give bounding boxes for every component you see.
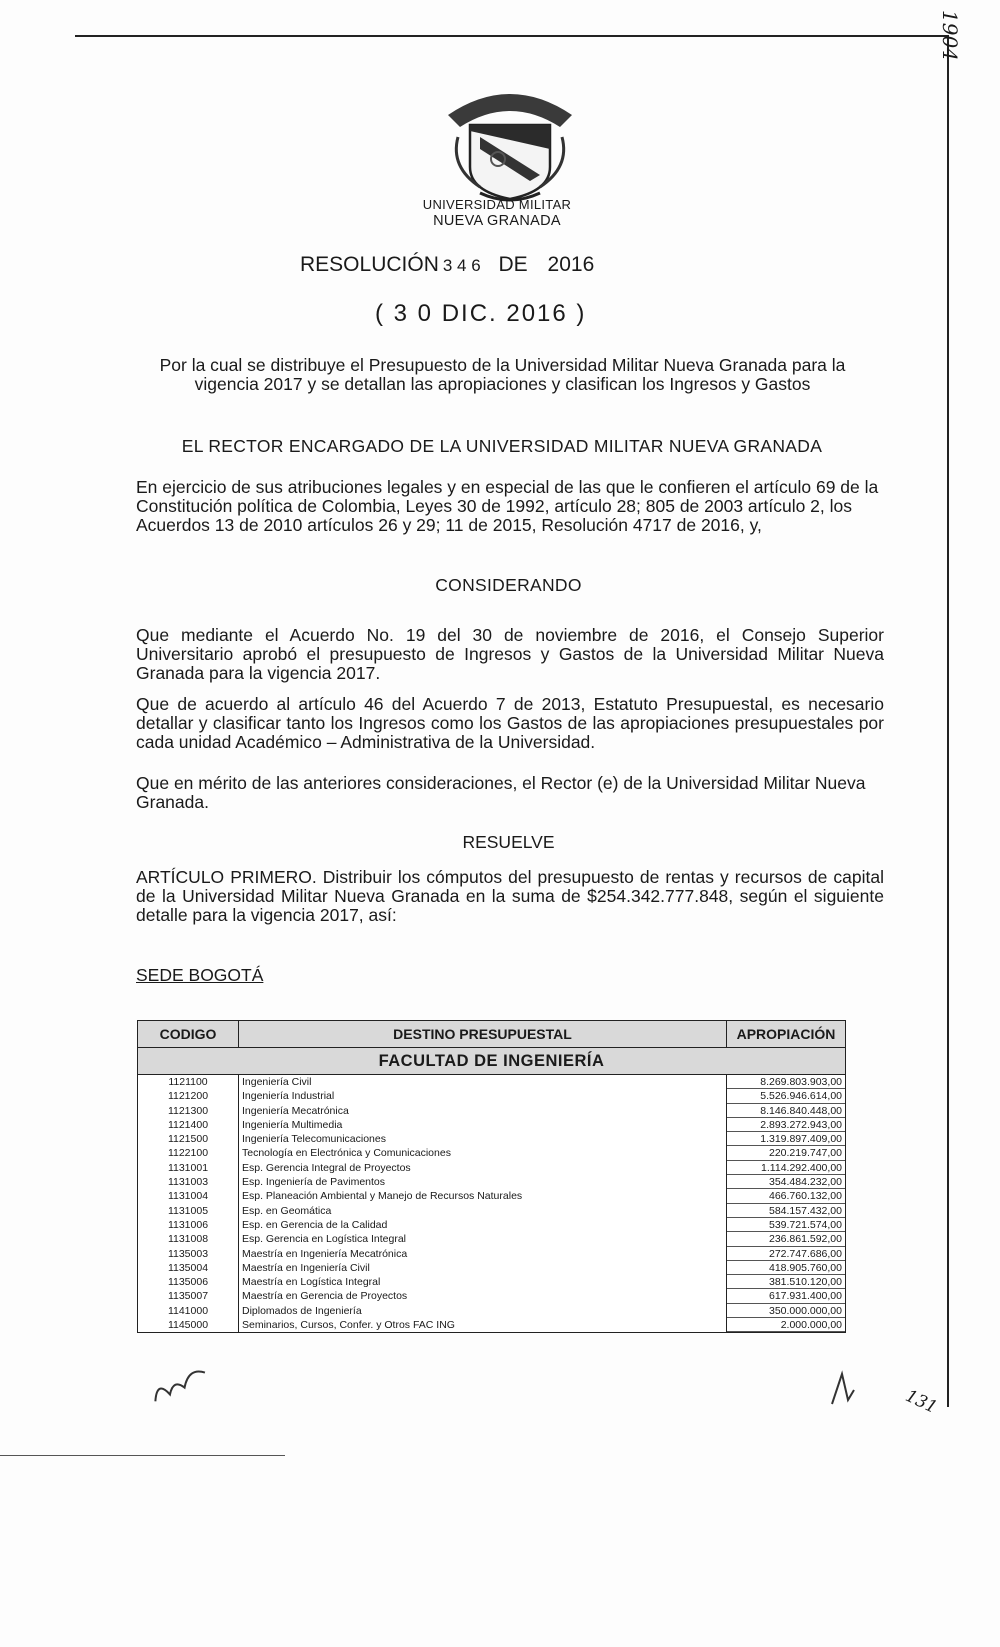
table-row (138, 1175, 845, 1189)
cell-code: 1131004 (138, 1189, 239, 1203)
table-row (138, 1218, 845, 1232)
table-row (138, 1304, 845, 1318)
powers-paragraph: En ejercicio de sus atribuciones legales y en especial de las que le confieren el artículo 69 de la Constitución política de Colombia, Leyes 30 de 1992, artículo 28; 805 de 2003 artículo 2, los Acuerdos 13 de 2010 artículos 26 y 29; 11 de 2015, Resolución 4717 de 2016, y, (136, 477, 879, 535)
cell-code: 1122100 (138, 1146, 239, 1160)
table-row (138, 1247, 845, 1261)
resolution-year: 2016 (547, 253, 595, 276)
cell-code: 1121300 (138, 1104, 239, 1118)
cell-destino: Ingeniería Telecomunicaciones (239, 1132, 727, 1146)
consideration-1: Que mediante el Acuerdo No. 19 del 30 de noviembre de 2016, el Consejo Superior Universitario aprobó el presupuesto de Ingresos y Gastos de la Universidad Militar Nueva Granada para la vigencia 2017. (136, 625, 884, 683)
table-row (138, 1075, 845, 1089)
cell-apropiacion: 236.861.592,00 (727, 1232, 845, 1246)
cell-destino: Ingeniería Mecatrónica (239, 1104, 727, 1118)
cell-code: 1135003 (138, 1247, 239, 1261)
table-row (138, 1189, 845, 1203)
resolution-number: 3 4 6 (442, 256, 481, 275)
university-name-line2: NUEVA GRANADA (433, 213, 561, 229)
cell-destino: Maestría en Ingeniería Mecatrónica (239, 1247, 727, 1261)
header-apropiacion: APROPIACIÓN (736, 1026, 836, 1042)
cell-code: 1121400 (138, 1118, 239, 1132)
cell-destino: Ingeniería Civil (239, 1075, 727, 1089)
cell-code: 1131003 (138, 1175, 239, 1189)
resuelve-title: RESUELVE (462, 832, 555, 852)
cell-apropiacion: 1.114.292.400,00 (727, 1161, 845, 1175)
university-name-line1: UNIVERSIDAD MILITAR (422, 197, 572, 212)
cell-code: 1135007 (138, 1289, 239, 1303)
cell-apropiacion: 418.905.760,00 (727, 1261, 845, 1275)
cell-code: 1131008 (138, 1232, 239, 1246)
cell-destino: Maestría en Gerencia de Proyectos (239, 1289, 727, 1303)
cell-code: 1131006 (138, 1218, 239, 1232)
cell-code: 1131005 (138, 1204, 239, 1218)
cell-apropiacion: 539.721.574,00 (727, 1218, 845, 1232)
cell-destino: Ingeniería Multimedia (239, 1118, 727, 1132)
cell-apropiacion: 272.747.686,00 (727, 1247, 845, 1261)
cell-apropiacion: 5.526.946.614,00 (727, 1089, 845, 1103)
page-number-annotation: 131 (902, 1386, 941, 1418)
cell-apropiacion: 350.000.000,00 (727, 1304, 845, 1318)
header-destino: DESTINO PRESUPUESTAL (239, 1021, 727, 1047)
table-row (138, 1232, 845, 1246)
consideration-3: Que en mérito de las anteriores consideraciones, el Rector (e) de la Universidad Militar Nueva Granada. (136, 773, 866, 812)
resolution-label: RESOLUCIÓN (300, 253, 439, 276)
cell-apropiacion: 2.000.000,00 (727, 1318, 845, 1332)
cell-destino: Esp. en Geomática (239, 1204, 727, 1218)
cell-destino: Maestría en Ingeniería Civil (239, 1261, 727, 1275)
cell-apropiacion: 8.146.840.448,00 (727, 1104, 845, 1118)
cell-destino: Esp. Gerencia en Logística Integral (239, 1232, 727, 1246)
authority-title: EL RECTOR ENCARGADO DE LA UNIVERSIDAD MILITAR NUEVA GRANADA (181, 436, 823, 456)
cell-apropiacion: 1.319.897.409,00 (727, 1132, 845, 1146)
cell-destino: Esp. Ingeniería de Pavimentos (239, 1175, 727, 1189)
cell-apropiacion: 220.219.747,00 (727, 1146, 845, 1160)
cell-apropiacion: 2.893.272.943,00 (727, 1118, 845, 1132)
budget-table (137, 1020, 846, 1333)
cell-apropiacion: 466.760.132,00 (727, 1189, 845, 1203)
cell-apropiacion: 354.484.232,00 (727, 1175, 845, 1189)
table-row (138, 1204, 845, 1218)
cell-destino: Esp. Planeación Ambiental y Manejo de Recursos Naturales (239, 1189, 727, 1203)
cell-destino: Esp. Gerencia Integral de Proyectos (239, 1161, 727, 1175)
cell-code: 1131001 (138, 1161, 239, 1175)
cell-code: 1135004 (138, 1261, 239, 1275)
cell-code: 1121200 (138, 1089, 239, 1103)
cell-apropiacion: 381.510.120,00 (727, 1275, 845, 1289)
section-title: SEDE BOGOTÁ (136, 965, 264, 985)
table-row (138, 1118, 845, 1132)
cell-destino: Ingeniería Industrial (239, 1089, 727, 1103)
consideration-2: Que de acuerdo al artículo 46 del Acuerdo 7 de 2013, Estatuto Presupuestal, es necesario detallar y clasificar tanto los Ingresos como los Gastos de las apropiaciones presupuestales por cada unidad Académico – Administrativa de la Universidad. (136, 694, 884, 752)
table-row (138, 1275, 845, 1289)
resolution-heading (300, 253, 594, 277)
table-row (138, 1261, 845, 1275)
table-row (138, 1132, 845, 1146)
intro-paragraph: Por la cual se distribuye el Presupuesto de la Universidad Militar Nueva Granada para la vigencia 2017 y se detallan las apropiaciones y clasifican los Ingresos y Gastos (159, 355, 846, 394)
cell-apropiacion: 617.931.400,00 (727, 1289, 845, 1303)
cell-destino: Diplomados de Ingeniería (239, 1304, 727, 1318)
cell-destino: Esp. en Gerencia de la Calidad (239, 1218, 727, 1232)
table-row (138, 1289, 845, 1303)
table-row (138, 1318, 845, 1332)
table-row (138, 1089, 845, 1103)
cell-code: 1145000 (138, 1318, 239, 1332)
article-label: ARTÍCULO PRIMERO. (136, 867, 317, 887)
cell-apropiacion: 584.157.432,00 (727, 1204, 845, 1218)
table-header (138, 1021, 845, 1048)
cell-code: 1121500 (138, 1132, 239, 1146)
article-text: Distribuir los cómputos del presupuesto de rentas y recursos de capital de la Universidad Militar Nueva Granada en la suma de $254.342.777.848, según el siguiente detalle para la vigencia 2017, así: (136, 867, 884, 925)
group-header: FACULTAD DE INGENIERÍA (138, 1048, 845, 1075)
bottom-rule (0, 1455, 285, 1456)
corner-annotation: 1904 (938, 10, 962, 61)
date-stamp: ( 3 0 DIC. 2016 ) (375, 300, 587, 327)
table-row (138, 1104, 845, 1118)
header-codigo: CODIGO (138, 1021, 239, 1047)
table-row (138, 1161, 845, 1175)
cell-code: 1141000 (138, 1304, 239, 1318)
cell-code: 1135006 (138, 1275, 239, 1289)
cell-destino: Maestría en Logística Integral (239, 1275, 727, 1289)
article-first (136, 868, 884, 925)
considerando-title: CONSIDERANDO (435, 575, 582, 595)
university-seal-icon (440, 75, 580, 205)
table-body (138, 1075, 845, 1332)
cell-code: 1121100 (138, 1075, 239, 1089)
cell-apropiacion: 8.269.803.903,00 (727, 1075, 845, 1089)
cell-destino: Tecnología en Electrónica y Comunicaciones (239, 1146, 727, 1160)
table-row (138, 1146, 845, 1160)
signature-mark (828, 1370, 858, 1415)
de-label: DE (498, 253, 528, 276)
cell-destino: Seminarios, Cursos, Confer. y Otros FAC ING (239, 1318, 727, 1332)
